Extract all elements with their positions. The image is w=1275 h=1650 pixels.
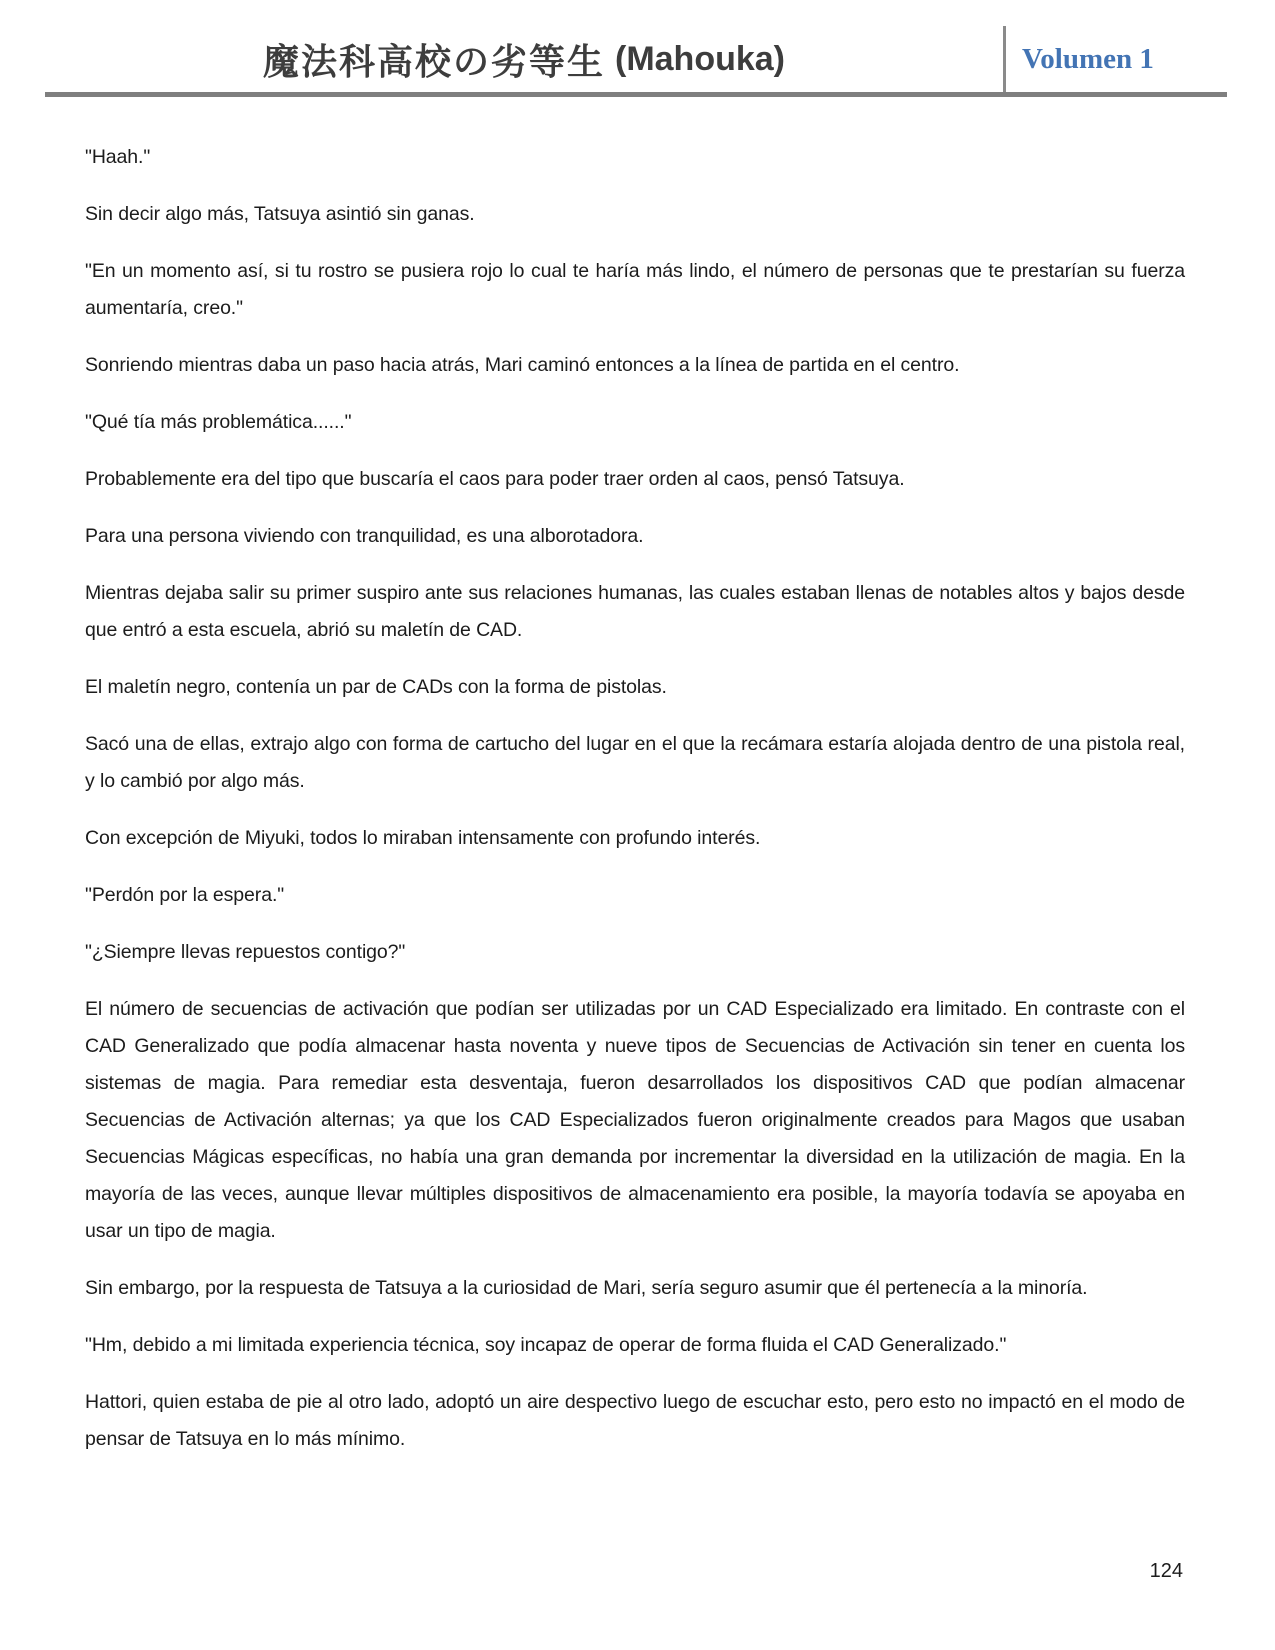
paragraph: El maletín negro, contenía un par de CADs con la forma de pistolas.: [85, 676, 667, 698]
volume-label: Volumen 1: [1022, 42, 1154, 75]
paragraph: Sonriendo mientras daba un paso hacia atrás, Mari caminó entonces a la línea de partida en el centro.: [85, 354, 960, 376]
paragraph: "Haah.": [85, 146, 151, 168]
paragraph: Sin embargo, por la respuesta de Tatsuya a la curiosidad de Mari, sería seguro asumir que él pertenecía a la minoría.: [85, 1277, 1088, 1299]
paragraph: Hattori, quien estaba de pie al otro lado, adoptó un aire despectivo luego de escuchar esto, pero esto no impactó en el modo de pensar de Tatsuya en lo más mínimo.: [85, 1391, 1185, 1450]
paragraph: Para una persona viviendo con tranquilidad, es una alborotadora.: [85, 525, 644, 547]
paragraph: "¿Siempre llevas repuestos contigo?": [85, 941, 406, 963]
title-romanized: (Mahouka): [615, 39, 785, 78]
paragraph: El número de secuencias de activación que podían ser utilizadas por un CAD Especializado era limitado. En contraste con el CAD Generalizado que podía almacenar hasta noventa y nueve tipos de Secuencias de Activación sin tener en cuenta los sistemas de magia. Para remediar esta desventaja, fueron desarrollados los dispositivos CAD que podían almacenar Secuencias de Activación alternas; ya que los CAD Especializados fueron originalmente creados para Magos que usaban Secuencias Mágicas específicas, no había una gran demanda por incrementar la diversidad en la utilización de magia. En la mayoría de las veces, aunque llevar múltiples dispositivos de almacenamiento era posible, la mayoría todavía se apoyaba en usar un tipo de magia.: [85, 998, 1185, 1242]
title-japanese: 魔法科高校の劣等生: [262, 40, 605, 83]
header-volume-section: [1003, 26, 1227, 92]
paragraph: "Hm, debido a mi limitada experiencia técnica, soy incapaz de operar de forma fluida el CAD Generalizado.": [85, 1334, 1007, 1356]
paragraph: Probablemente era del tipo que buscaría el caos para poder traer orden al caos, pensó Tatsuya.: [85, 468, 905, 490]
paragraph: Mientras dejaba salir su primer suspiro ante sus relaciones humanas, las cuales estaban llenas de notables altos y bajos desde que entró a esta escuela, abrió su maletín de CAD.: [85, 582, 1185, 641]
paragraph: "Perdón por la espera.": [85, 884, 285, 906]
paragraph: "En un momento así, si tu rostro se pusiera rojo lo cual te haría más lindo, el número de personas que te prestarían su fuerza aumentaría, creo.": [85, 260, 1185, 319]
page-number: 124: [1149, 1560, 1183, 1582]
header-divider-rule: [45, 92, 1227, 97]
body-text: [85, 139, 1185, 1458]
page-header: [45, 0, 1227, 92]
paragraph: Sin decir algo más, Tatsuya asintió sin ganas.: [85, 203, 475, 225]
paragraph: "Qué tía más problemática......": [85, 411, 352, 433]
header-title: [45, 26, 1003, 92]
paragraph: Sacó una de ellas, extrajo algo con forma de cartucho del lugar en el que la recámara estaría alojada dentro de una pistola real, y lo cambió por algo más.: [85, 733, 1185, 792]
paragraph: Con excepción de Miyuki, todos lo miraban intensamente con profundo interés.: [85, 827, 761, 849]
